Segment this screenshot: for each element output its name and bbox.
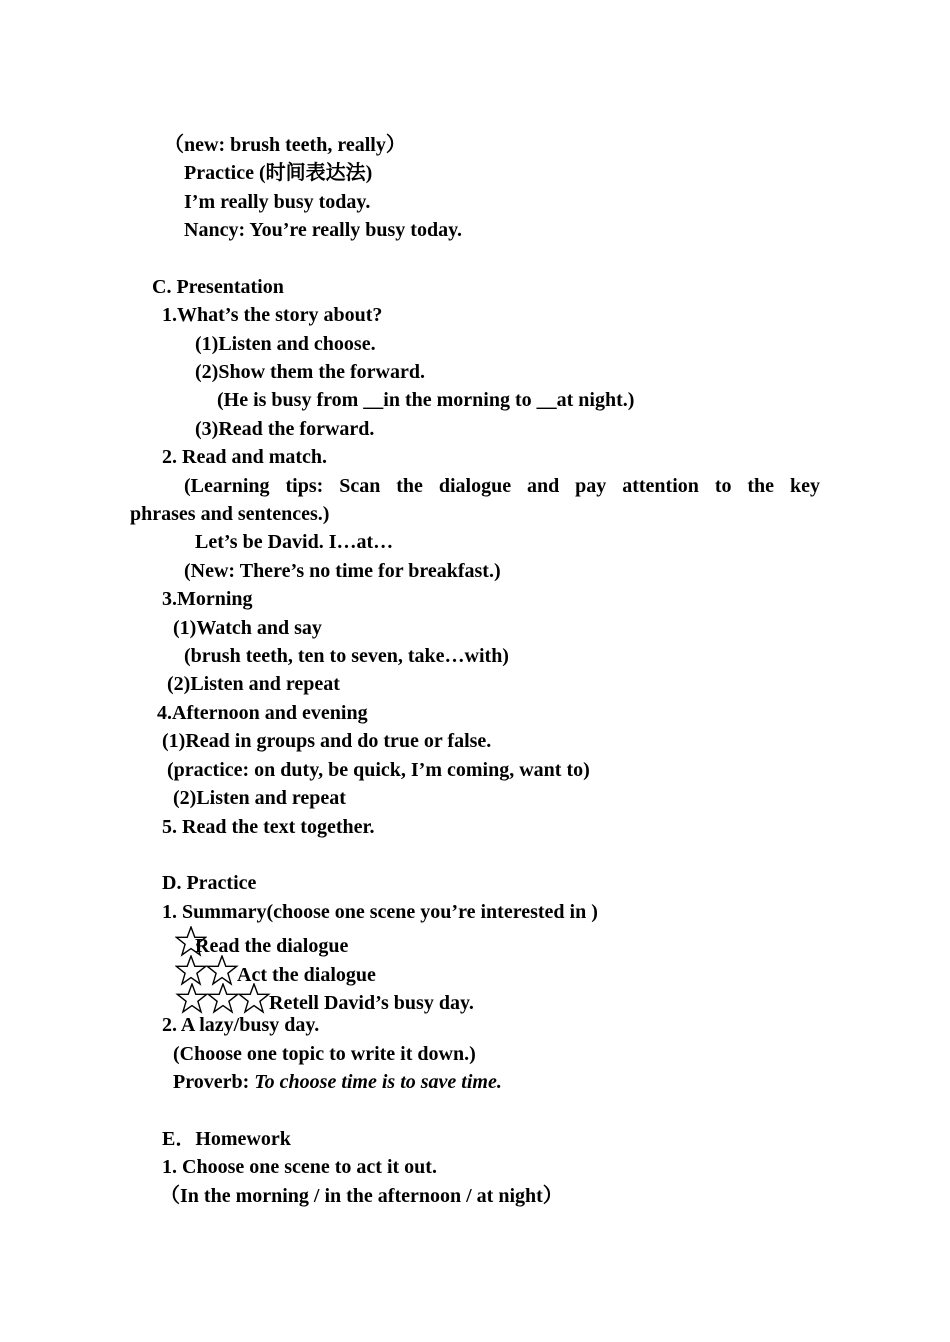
star-level-1-text: Read the dialogue xyxy=(195,935,349,957)
c-item-1-a: (1)Listen and choose. xyxy=(195,333,376,355)
d-item-1: 1. Summary(choose one scene you’re interested in ) xyxy=(162,901,598,923)
learning-tips-line-1: (Learning tips: Scan the dialogue and pay attention to the key xyxy=(184,475,820,497)
example-line-2: Nancy: You’re really busy today. xyxy=(184,219,462,241)
c-item-3-b: (2)Listen and repeat xyxy=(167,673,340,695)
e-item-1-note: （In the morning / in the afternoon / at night） xyxy=(160,1185,563,1207)
proverb-line xyxy=(173,1068,502,1096)
lets-be-line: Let’s be David. I…at… xyxy=(195,531,394,553)
new-words-line: （new: brush teeth, really） xyxy=(164,134,406,156)
star-level-3-text: Retell David’s busy day. xyxy=(269,992,474,1014)
c-item-1-b-note: (He is busy from __in the morning to __at night.) xyxy=(217,389,635,411)
c-item-1-c: (3)Read the forward. xyxy=(195,418,375,440)
c-item-2: 2. Read and match. xyxy=(162,446,328,468)
c-item-5: 5. Read the text together. xyxy=(162,816,375,838)
proverb-text: To choose time is to save time. xyxy=(254,1071,502,1093)
new-breakfast-line: (New: There’s no time for breakfast.) xyxy=(184,560,501,582)
section-d-heading: D. Practice xyxy=(162,872,257,894)
c-item-4: 4.Afternoon and evening xyxy=(157,702,368,724)
c-item-4-b: (2)Listen and repeat xyxy=(173,787,346,809)
e-item-1: 1. Choose one scene to act it out. xyxy=(162,1156,437,1178)
learning-tips-line-2: phrases and sentences.) xyxy=(130,503,330,525)
c-item-3: 3.Morning xyxy=(162,588,253,610)
example-line-1: I’m really busy today. xyxy=(184,191,371,213)
practice-line: Practice (时间表达法) xyxy=(184,162,373,184)
c-item-4-a: (1)Read in groups and do true or false. xyxy=(162,730,492,752)
c-item-4-a-note: (practice: on duty, be quick, I’m coming, want to) xyxy=(167,759,590,781)
c-item-1: 1.What’s the story about? xyxy=(162,304,383,326)
c-item-3-a-note: (brush teeth, ten to seven, take…with) xyxy=(184,645,509,667)
proverb-label: Proverb: xyxy=(173,1071,255,1093)
section-e-heading: E．Homework xyxy=(162,1128,291,1150)
section-c-heading: C. Presentation xyxy=(152,276,284,298)
c-item-3-a: (1)Watch and say xyxy=(173,617,322,639)
d-item-2: 2. A lazy/busy day. xyxy=(162,1014,320,1036)
star-level-2-text: Act the dialogue xyxy=(237,964,376,986)
c-item-1-b: (2)Show them the forward. xyxy=(195,361,425,383)
d-item-2-note: (Choose one topic to write it down.) xyxy=(173,1043,476,1065)
